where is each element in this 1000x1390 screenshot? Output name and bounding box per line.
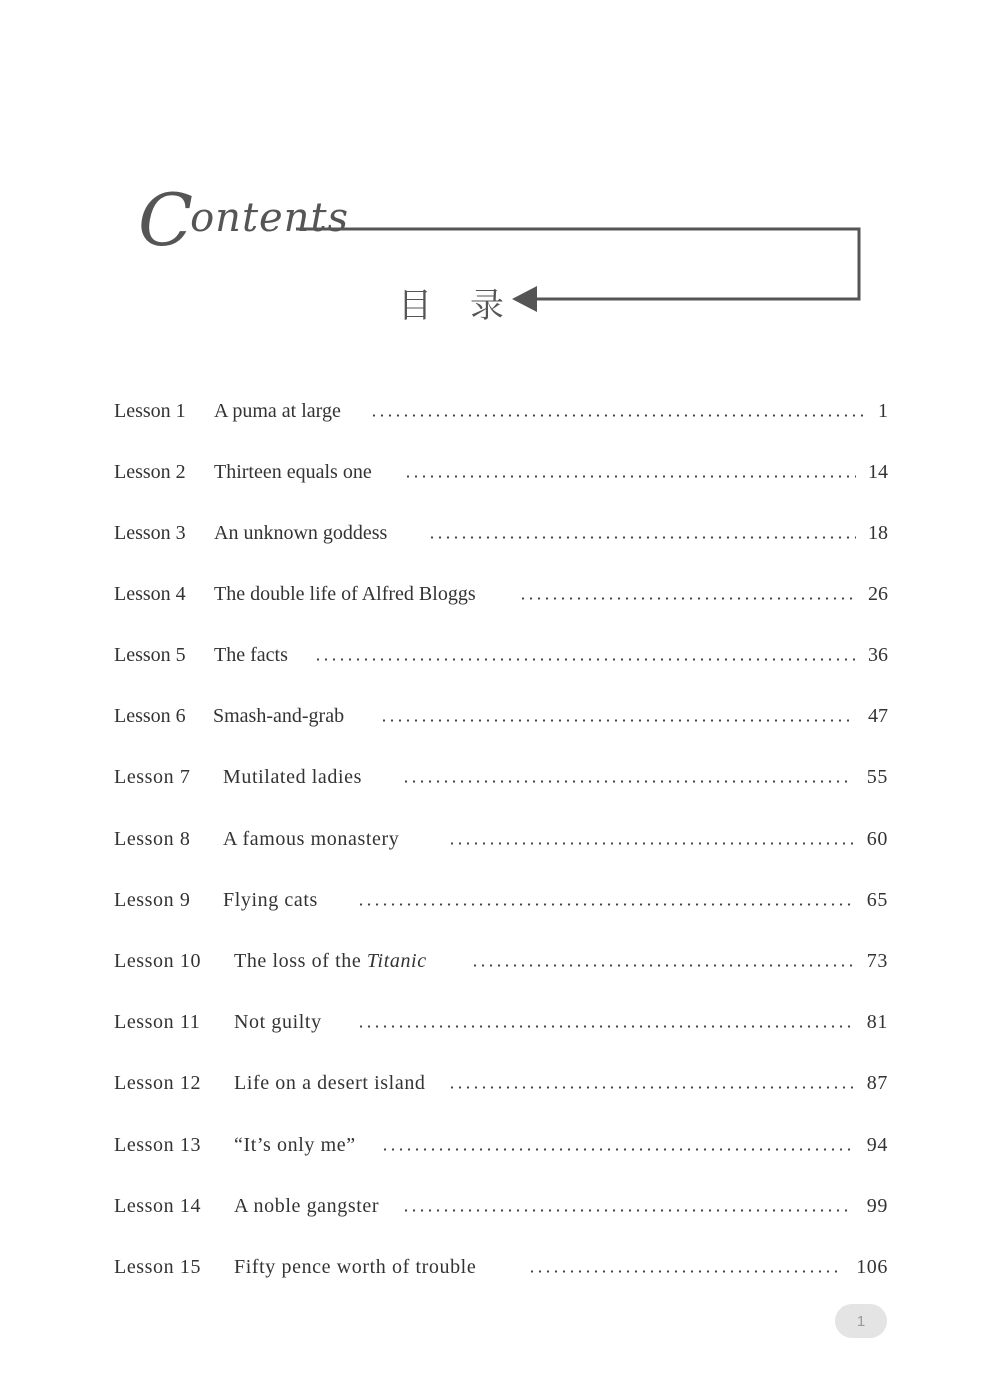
toc-lesson-label: Lesson 12 <box>114 1072 202 1094</box>
toc-lesson-title-text: Thirteen equals one <box>214 461 372 483</box>
toc-lesson-title <box>223 889 318 912</box>
toc-lesson-title-italic: Titanic <box>366 950 427 972</box>
toc-dot-leader <box>402 1209 853 1212</box>
toc-entry[interactable] <box>114 522 888 554</box>
toc-dot-leader <box>404 475 856 478</box>
toc-lesson-title <box>234 1134 356 1157</box>
toc-entry[interactable] <box>114 766 888 798</box>
toc-dot-leader <box>314 658 856 661</box>
toc-lesson-title <box>213 705 344 728</box>
toc-dot-leader <box>448 842 853 845</box>
toc-lesson-title <box>234 1072 426 1095</box>
toc-page-number: 1 <box>878 400 888 422</box>
toc-lesson-title-text: A noble gangster <box>234 1195 380 1217</box>
toc-lesson-label: Lesson 15 <box>114 1256 202 1278</box>
toc-lesson-title-text: Fifty pence worth of trouble <box>234 1256 477 1278</box>
toc-dot-leader <box>402 780 853 783</box>
toc-lesson-title <box>234 950 427 973</box>
toc-page-number: 73 <box>866 950 888 972</box>
chinese-title: 目录 <box>398 286 542 326</box>
toc-page-number: 60 <box>866 828 888 850</box>
toc-lesson-title-text: Smash-and-grab <box>213 705 345 727</box>
toc-entry[interactable] <box>114 889 888 921</box>
toc-page-number: 18 <box>868 522 888 544</box>
toc-lesson-title <box>234 1195 379 1218</box>
toc-lesson-label: Lesson 11 <box>114 1011 201 1033</box>
toc-lesson-title-text: A puma at large <box>214 400 341 422</box>
toc-dot-leader <box>381 1148 853 1151</box>
toc-lesson-title-text: An unknown goddess <box>214 522 388 544</box>
toc-lesson-label: Lesson 9 <box>114 889 191 911</box>
toc-entry[interactable] <box>114 828 888 860</box>
toc-lesson-title-text: Flying cats <box>223 889 318 911</box>
toc-lesson-label: Lesson 3 <box>114 522 186 544</box>
toc-entry[interactable] <box>114 1134 888 1166</box>
toc-lesson-label: Lesson 14 <box>114 1195 202 1217</box>
toc-lesson-title-text: Not guilty <box>234 1011 322 1033</box>
contents-heading-rest: ontents <box>190 195 350 241</box>
toc-entry[interactable] <box>114 1195 888 1227</box>
toc-lesson-title-text: Life on a desert island <box>234 1072 426 1094</box>
toc-lesson-label: Lesson 10 <box>114 950 202 972</box>
toc-entry[interactable] <box>114 1256 888 1288</box>
toc-dot-leader <box>357 903 853 906</box>
toc-page-number: 14 <box>868 461 888 483</box>
toc-page-number: 47 <box>868 705 888 727</box>
toc-lesson-title-text: “It’s only me” <box>234 1134 356 1156</box>
toc-entry[interactable] <box>114 950 888 982</box>
toc-dot-leader <box>370 414 866 417</box>
toc-lesson-title-text: A famous monastery <box>223 828 400 850</box>
toc-lesson-title-text: Mutilated ladies <box>223 766 363 788</box>
toc-lesson-label: Lesson 7 <box>114 766 191 788</box>
toc-lesson-label: Lesson 8 <box>114 828 191 850</box>
toc-entry[interactable] <box>114 461 888 493</box>
toc-entry[interactable] <box>114 1072 888 1104</box>
toc-page-number: 55 <box>866 766 888 788</box>
toc-lesson-label: Lesson 6 <box>114 705 186 727</box>
toc-lesson-title <box>234 1256 476 1279</box>
toc-lesson-title-text: The double life of Alfred Bloggs <box>214 583 476 605</box>
toc-entry[interactable] <box>114 644 888 676</box>
toc-entry[interactable] <box>114 400 888 432</box>
toc-lesson-label: Lesson 13 <box>114 1134 202 1156</box>
toc-dot-leader <box>471 964 853 967</box>
toc-lesson-title-text: The loss of the <box>234 950 367 972</box>
toc-page-number: 106 <box>856 1256 888 1278</box>
toc-page-number: 87 <box>866 1072 888 1094</box>
toc-lesson-label: Lesson 4 <box>114 583 186 605</box>
toc-lesson-title <box>223 828 399 851</box>
toc-lesson-label: Lesson 5 <box>114 644 186 666</box>
toc-lesson-label: Lesson 1 <box>114 400 186 422</box>
toc-lesson-title <box>214 644 288 667</box>
toc-entry[interactable] <box>114 583 888 615</box>
toc-lesson-title <box>214 461 372 484</box>
toc-dot-leader <box>448 1086 853 1089</box>
page-number-badge: 1 <box>835 1304 887 1338</box>
toc-page-number: 26 <box>868 583 888 605</box>
toc-page-number: 94 <box>866 1134 888 1156</box>
toc-lesson-label: Lesson 2 <box>114 461 186 483</box>
toc-lesson-title-text: The facts <box>214 644 288 666</box>
toc-dot-leader <box>380 719 853 722</box>
toc-lesson-title <box>234 1011 322 1034</box>
toc-dot-leader <box>428 536 856 539</box>
toc-dot-leader <box>357 1025 853 1028</box>
toc-page-number: 65 <box>866 889 888 911</box>
toc-page-number: 36 <box>868 644 888 666</box>
toc-lesson-title <box>214 583 476 606</box>
toc-entry[interactable] <box>114 705 888 737</box>
toc-page-number: 99 <box>866 1195 888 1217</box>
toc-dot-leader <box>519 597 856 600</box>
toc-lesson-title <box>223 766 362 789</box>
toc-lesson-title <box>214 522 387 545</box>
contents-heading-initial: C <box>138 178 195 262</box>
toc-lesson-title <box>214 400 341 423</box>
toc-entry[interactable] <box>114 1011 888 1043</box>
toc-page-number: 81 <box>866 1011 888 1033</box>
toc-dot-leader <box>528 1270 842 1273</box>
